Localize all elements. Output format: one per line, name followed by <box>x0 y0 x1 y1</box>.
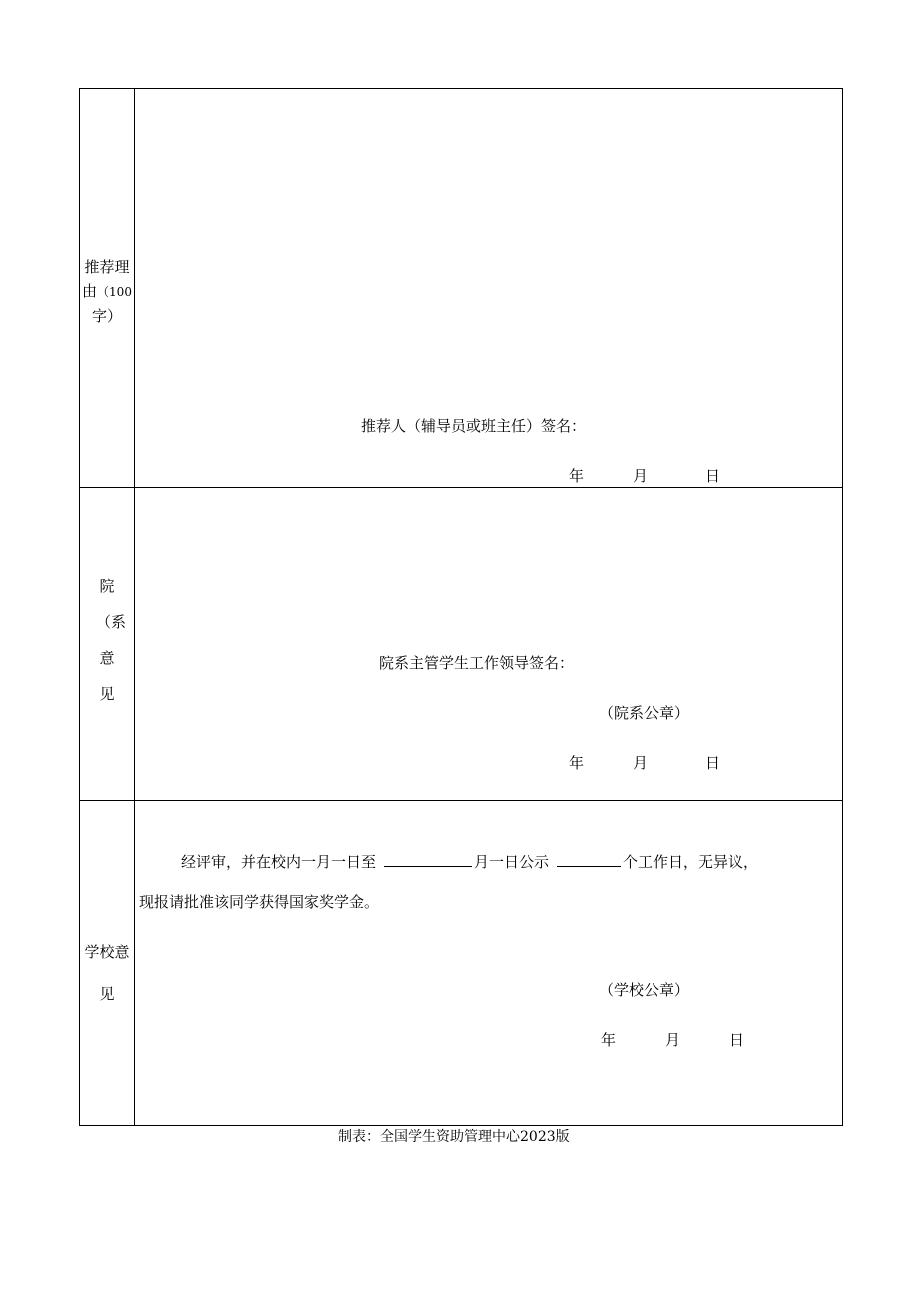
department-signature-label: 院系主管学生工作领导签名： <box>379 654 575 672</box>
label-line: 见 <box>99 685 115 703</box>
department-seal-label: （院系公章） <box>599 704 690 722</box>
department-label <box>80 568 134 712</box>
school-date-day: 日 <box>729 1031 745 1049</box>
school-date-month: 月 <box>665 1031 681 1049</box>
label-line: 由（100 <box>82 282 132 300</box>
label-line: 学校意 <box>84 943 130 961</box>
days-blank[interactable] <box>557 852 621 867</box>
label-line: 院 <box>99 577 115 595</box>
school-text-part1: 经评审，并在校内一月一日至 <box>181 853 377 871</box>
department-date-day: 日 <box>705 754 721 772</box>
recommendation-date-day: 日 <box>705 467 721 485</box>
recommendation-label <box>80 255 134 328</box>
recommendation-date-year: 年 <box>569 467 585 485</box>
department-label-cell <box>80 488 135 801</box>
school-label <box>80 931 134 1015</box>
school-date-year: 年 <box>601 1031 617 1049</box>
school-seal-label: （学校公章） <box>599 981 690 999</box>
school-text-part3: 个工作日，无异议， <box>623 853 759 871</box>
school-content-cell[interactable] <box>135 801 843 1126</box>
recommender-signature-label: 推荐人（辅导员或班主任）签名： <box>361 417 587 435</box>
department-date-month: 月 <box>633 754 649 772</box>
department-row <box>80 488 843 801</box>
footer-note: 制表：全国学生资助管理中心2023版 <box>338 1129 570 1145</box>
date-blank[interactable] <box>384 852 472 867</box>
school-label-cell <box>80 801 135 1126</box>
recommendation-label-cell <box>80 89 135 488</box>
department-content-cell[interactable] <box>135 488 843 801</box>
recommendation-content-cell[interactable] <box>135 89 843 488</box>
label-line: 字） <box>91 307 122 325</box>
recommendation-date-month: 月 <box>633 467 649 485</box>
label-line: 意 <box>99 649 115 667</box>
recommendation-row <box>80 89 843 488</box>
label-line: 推荐理 <box>84 258 130 276</box>
label-line: 见 <box>99 985 115 1003</box>
school-review-text <box>181 851 758 872</box>
scholarship-form-table <box>79 88 843 1126</box>
department-date-year: 年 <box>569 754 585 772</box>
school-review-text-line2: 现报请批准该同学获得国家奖学金。 <box>139 893 380 911</box>
school-row <box>80 801 843 1126</box>
label-line: （系 <box>95 613 126 631</box>
school-text-part2: 月一日公示 <box>474 853 550 871</box>
